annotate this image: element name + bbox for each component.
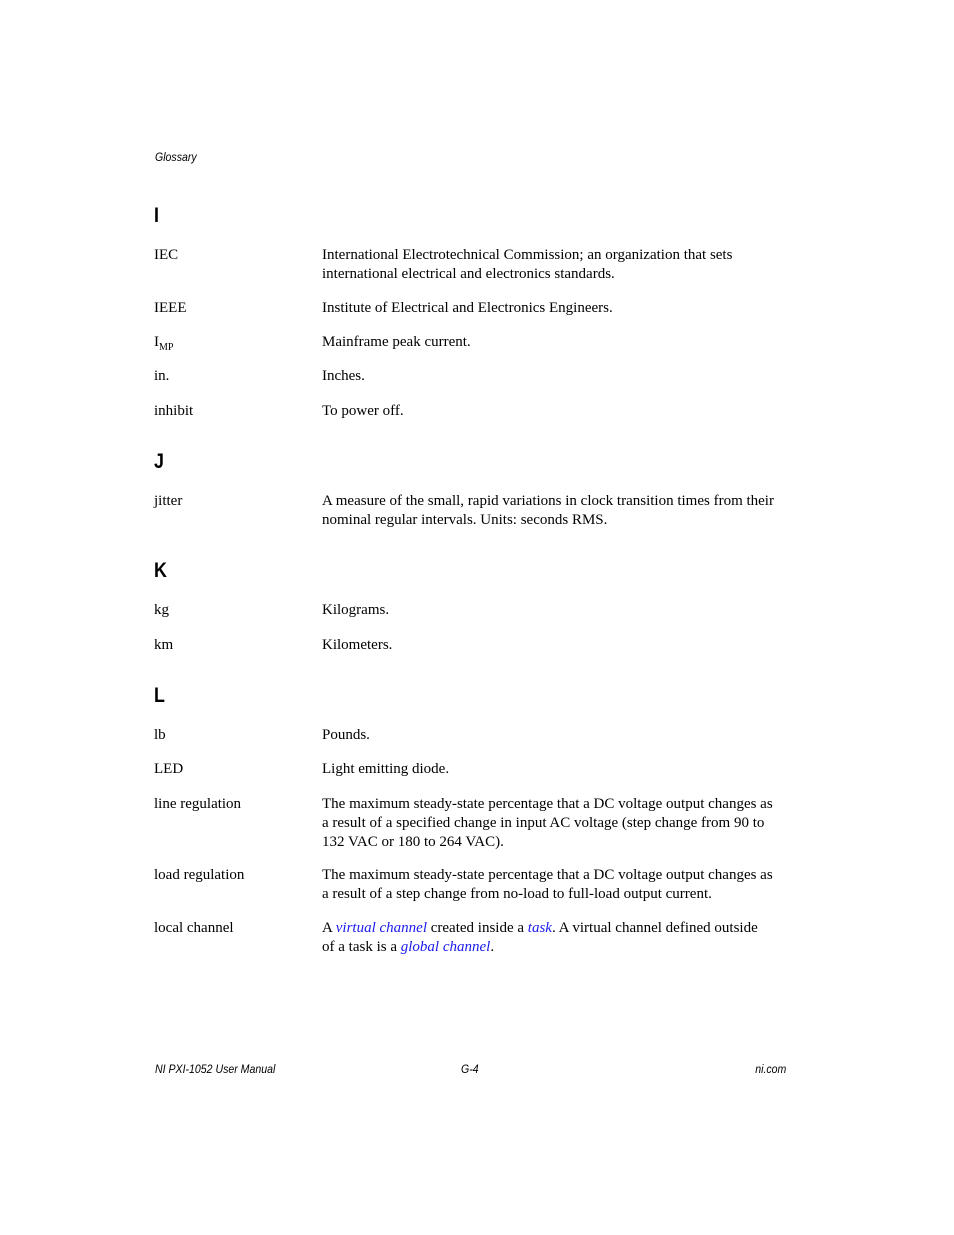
section-heading-i: I [154,204,159,227]
definition-line: Inches. [322,368,365,384]
definition-line: The maximum steady-state percentage that a DC voltage output changes as [322,796,773,812]
definition-line: nominal regular intervals. Units: seconds RMS. [322,512,608,528]
footer-manual-title: NI PXI-1052 User Manual [155,1062,276,1076]
definition-line: A measure of the small, rapid variations in clock transition times from their [322,493,774,509]
term-jitter: jitter [154,493,183,509]
term-kg: kg [154,602,169,618]
definition-text: . [490,939,495,955]
definition-text: created inside a [427,920,528,936]
definition-local-channel [322,919,788,957]
section-heading-j: J [154,450,164,473]
definition-in [322,367,788,386]
task-link[interactable]: task [527,920,552,936]
global-channel-link[interactable]: global channel [400,939,491,955]
definition-line: International Electrotechnical Commission; an organization that sets [322,247,733,263]
definition-text: . A virtual channel defined outside [551,920,758,936]
definition-text: A [322,920,336,936]
definition-line: Kilometers. [322,637,393,653]
definition-line: 132 VAC or 180 to 264 VAC). [322,834,504,850]
section-heading-l: L [154,684,165,707]
definition-line: Institute of Electrical and Electronics Engineers. [322,300,613,316]
definition-line: a result of a step change from no-load to full-load output current. [322,886,712,902]
definition-line: Mainframe peak current. [322,334,471,350]
definition-load-regulation [322,866,788,904]
term-inhibit: inhibit [154,403,194,419]
definition-line [322,919,788,938]
term-main: I [154,334,159,350]
term-led: LED [154,761,184,777]
term-lb: lb [154,727,166,743]
definition-line: Pounds. [322,727,370,743]
virtual-channel-link[interactable]: virtual channel [335,920,427,936]
definition-line: The maximum steady-state percentage that a DC voltage output changes as [322,867,773,883]
definition-imp [322,333,788,352]
term-in: in. [154,368,170,384]
term-subscript: MP [159,342,174,353]
definition-inhibit [322,402,788,421]
term-local-channel: local channel [154,920,234,936]
footer-website: ni.com [754,1062,786,1076]
definition-jitter [322,492,788,530]
term-km: km [154,637,174,653]
definition-line: Kilograms. [322,602,390,618]
term-iec: IEC [154,247,179,263]
definition-line: a result of a specified change in input AC voltage (step change from 90 to [322,815,765,831]
definition-km [322,636,788,655]
section-heading-k: K [154,559,167,582]
definition-line [322,938,788,957]
footer-page-number: G-4 [461,1062,479,1076]
definition-lb [322,726,788,745]
term-ieee: IEEE [154,300,187,316]
definition-led [322,760,788,779]
definition-line: To power off. [322,403,404,419]
definition-line: Light emitting diode. [322,761,450,777]
definition-iec [322,246,788,284]
definition-text: of a task is a [322,939,401,955]
definition-ieee [322,299,788,318]
definition-kg [322,601,788,620]
term-load-regulation: load regulation [154,867,245,883]
definition-line: international electrical and electronics standards. [322,266,615,282]
term-line-regulation: line regulation [154,796,242,812]
running-header: Glossary [155,150,197,164]
definition-line-regulation [322,795,788,852]
term-imp [154,333,173,352]
